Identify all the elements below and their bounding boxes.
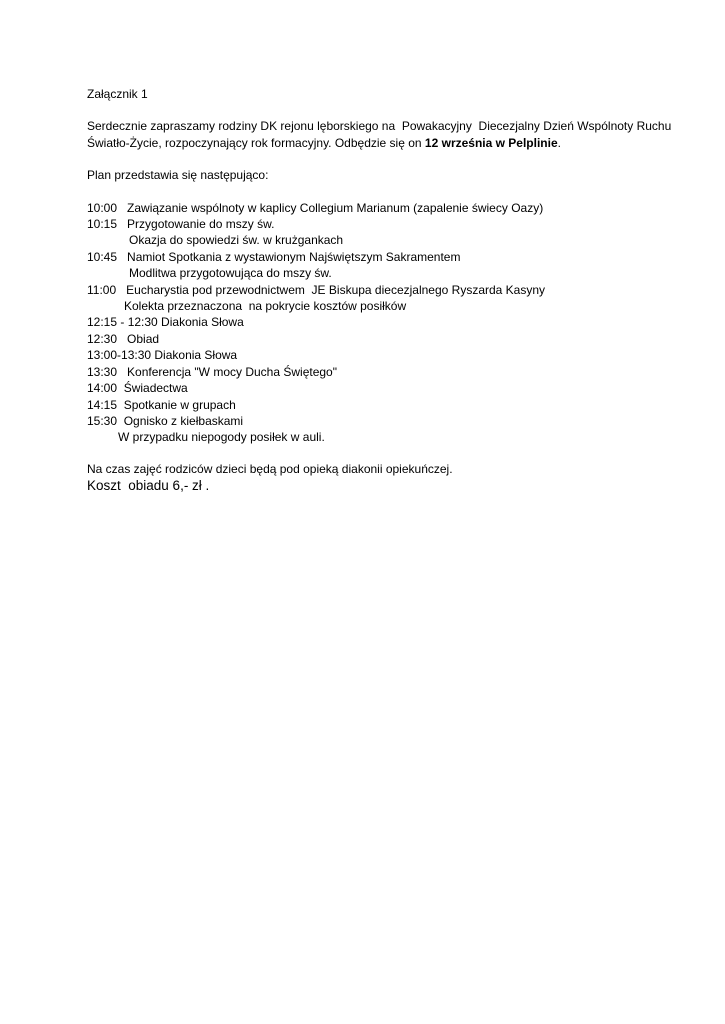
schedule-subitem: Okazja do spowiedzi św. w krużgankach [129, 233, 344, 248]
intro-line-2-start: Światło-Życie, rozpoczynający rok formacyjny. Odbędzie się on [87, 135, 425, 150]
plan-heading: Plan przedstawia się następująco: [87, 168, 269, 183]
intro-line-2 [87, 135, 687, 151]
childcare-note: Na czas zajęć rodziców dzieci będą pod opieką diakonii opiekuńczej. [87, 461, 453, 476]
schedule-subitem: Kolekta przeznaczona na pokrycie kosztów posiłków [124, 299, 407, 314]
cost-note: Koszt obiadu 6,- zł . [87, 478, 210, 494]
schedule-item: 12:15 - 12:30 Diakonia Słowa [87, 315, 244, 330]
intro-line-1: Serdecznie zapraszamy rodziny DK rejonu lęborskiego na Powakacyjny Diecezjalny Dzień Wspólnoty Ruchu [87, 119, 672, 134]
schedule-subitem: Modlitwa przygotowująca do mszy św. [129, 266, 332, 281]
schedule-item: 14:15 Spotkanie w grupach [87, 397, 236, 412]
schedule-item: 10:15 Przygotowanie do mszy św. [87, 217, 275, 232]
document-page [87, 86, 687, 494]
schedule-item: 10:00 Zawiązanie wspólnoty w kaplicy Collegium Marianum (zapalenie świecy Oazy) [87, 200, 544, 215]
schedule-item: 10:45 Namiot Spotkania z wystawionym Najświętszym Sakramentem [87, 249, 461, 264]
schedule-item: 14:00 Świadectwa [87, 381, 188, 396]
schedule-item: 13:00-13:30 Diakonia Słowa [87, 348, 238, 363]
schedule-item: 11:00 Eucharystia pod przewodnictwem JE Biskupa diecezjalnego Ryszarda Kasyny [87, 282, 546, 297]
schedule-item: 15:30 Ognisko z kiełbaskami [87, 413, 244, 428]
schedule-subitem: W przypadku niepogody posiłek w auli. [118, 430, 325, 445]
schedule-item: 12:30 Obiad [87, 331, 160, 346]
schedule-item: 13:30 Konferencja "W mocy Ducha Świętego" [87, 364, 337, 379]
intro-line-2-end: . [557, 135, 561, 150]
attachment-label: Załącznik 1 [87, 87, 148, 101]
event-date-place: 12 września w Pelplinie [424, 135, 558, 150]
schedule-list [87, 200, 687, 446]
